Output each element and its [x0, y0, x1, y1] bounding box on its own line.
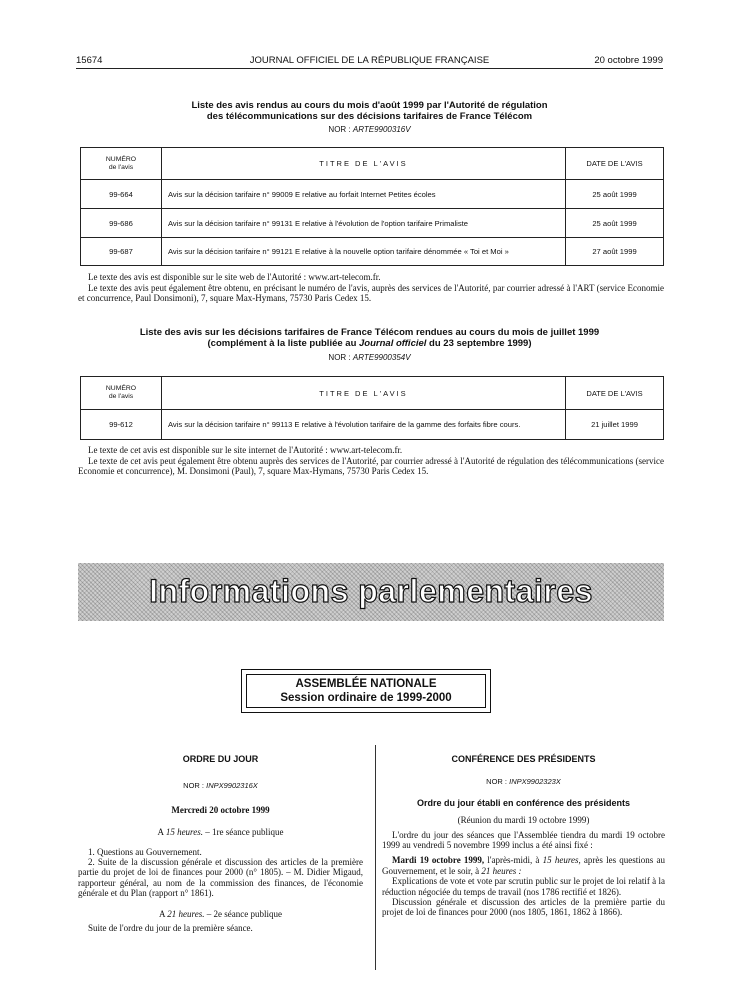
- session-time: 15 heures.: [165, 827, 203, 838]
- col-numero-line2: de l'avis: [108, 163, 134, 171]
- agenda-item: Explications de vote et vote par scrutin public sur le projet de loi relatif à la réduction négociée du temps de travail (nos 1786 rectifié et 1826).: [382, 876, 665, 897]
- table-header-row: [81, 377, 664, 410]
- session-prefix: A: [157, 827, 166, 838]
- avis-date: 27 août 1999: [566, 238, 664, 266]
- nor-code: INPX9902323X: [509, 777, 561, 787]
- note-text: Le texte des avis est disponible sur le site web de l'Autorité : www.art-telecom.fr.: [88, 272, 381, 282]
- col-numero-line1: NUMÉRO: [105, 155, 137, 163]
- section1-title-line1: Liste des avis rendus au cours du mois d'août 1999 par l'Autorité de régulation: [191, 100, 548, 111]
- informations-parlementaires-banner: [78, 563, 664, 621]
- avis-number: 99-687: [81, 238, 162, 266]
- title-part: (complément à la liste publiée au: [207, 338, 360, 349]
- intro-text: L'ordre du jour des séances que l'Assemblée tiendra du mardi 19 octobre 1999 au vendredi 5 novembre 1999 inclus a été ainsi fixé :: [382, 829, 665, 851]
- page-number: 15674: [76, 55, 103, 66]
- conference-presidents-column: [382, 754, 665, 918]
- section2-notes: [78, 445, 664, 477]
- assemblee-nationale-box: [241, 669, 491, 713]
- journal-title: JOURNAL OFFICIEL DE LA RÉPUBLIQUE FRANÇAISE: [249, 55, 490, 66]
- nor-code: INPX9902316X: [206, 781, 258, 791]
- day-text: après les questions au Gouvernement, et le soir, à: [382, 855, 665, 876]
- conference-heading: CONFÉRENCE DES PRÉSIDENTS: [451, 754, 596, 764]
- ordre-du-jour-heading: ORDRE DU JOUR: [182, 754, 259, 764]
- note-text: Le texte de cet avis peut également être obtenu auprès des services de l'Autorité, par courrier adressé à l'Autorité de régulation des télécommunications (service Economie et concurrence), M. Donsimoni (Paul), 7, square Max-Hymans, 75730 Paris Cedex 15.: [78, 455, 664, 476]
- right-nor: [382, 777, 665, 787]
- session-title: Session ordinaire de 1999-2000: [280, 692, 452, 704]
- avis-title: Avis sur la décision tarifaire n° 99121 E relative à la nouvelle option tarifaire dénommée « Toi et Moi »: [162, 238, 566, 266]
- section1-nor: [76, 125, 663, 134]
- col-date: DATE DE L'AVIS: [566, 148, 664, 180]
- assemblee-title: ASSEMBLÉE NATIONALE: [295, 678, 437, 690]
- section1-title-line2: des télécommunications sur des décisions tarifaires de France Télécom: [206, 111, 533, 122]
- note-text: Le texte de cet avis est disponible sur le site internet de l'Autorité : www.art-telecom.fr.: [88, 445, 403, 455]
- session2-line: [78, 909, 363, 919]
- avis-title: Avis sur la décision tarifaire n° 99131 E relative à l'évolution de l'option tarifaire Primaliste: [162, 209, 566, 238]
- avis-date: 21 juillet 1999: [566, 410, 664, 440]
- title-part: du 23 septembre 1999): [426, 338, 532, 349]
- table-header-row: [81, 148, 664, 180]
- avis-date: 25 août 1999: [566, 180, 664, 209]
- session-label: – 1re séance publique: [202, 827, 284, 838]
- note-text: Le texte des avis peut également être obtenu, en précisant le numéro de l'avis, auprès des services de l'Autorité, par courrier adressé à l'ART (service Economie et concurrence, Paul Donsimoni), 7, square Max-Hymans, 75730 Paris Cedex 15.: [78, 282, 664, 303]
- nor-label: NOR :: [183, 781, 205, 791]
- assemblee-inner-frame: [246, 674, 486, 708]
- issue-date: 20 octobre 1999: [594, 55, 663, 66]
- left-nor: [78, 781, 363, 791]
- banner-title: Informations parlementaires: [149, 573, 593, 609]
- col-numero: [81, 377, 162, 410]
- avis-title: Avis sur la décision tarifaire n° 99113 E relative à l'évolution tarifaire de la gamme des forfaits fibre cours.: [162, 410, 566, 440]
- agenda-item: Discussion générale et discussion des articles de la première partie du projet de loi de finances pour 2000 (nos 1805, 1861, 1862 à 1866).: [382, 897, 665, 918]
- table-row: [81, 410, 664, 440]
- avis-number: 99-612: [81, 410, 162, 440]
- agenda-item: 2. Suite de la discussion générale et discussion des articles de la première partie du projet de loi de finances pour 2000 (n° 1805). – M. Didier Migaud, rapporteur général, au nom de la commission des finances, de l'économie générale et du Plan (rapport n° 1861).: [78, 857, 363, 899]
- day-time: 15 heures,: [542, 855, 581, 866]
- avis-title: Avis sur la décision tarifaire n° 99009 E relative au forfait Internet Petites écoles: [162, 180, 566, 209]
- col-date: DATE DE L'AVIS: [566, 377, 664, 410]
- meeting-date: (Réunion du mardi 19 octobre 1999): [457, 815, 590, 826]
- header-rule: [76, 68, 663, 69]
- running-header: [76, 55, 663, 69]
- session-label: – 2e séance publique: [204, 908, 282, 919]
- session-time: 21 heures.: [167, 908, 205, 919]
- column-divider: [375, 745, 376, 970]
- section2-nor: [76, 353, 663, 362]
- col-titre: TITRE DE L'AVIS: [162, 377, 566, 410]
- nor-label: NOR :: [328, 125, 351, 134]
- session-day: Mercredi 20 octobre 1999: [171, 804, 270, 815]
- section2-title-line2: [76, 338, 663, 349]
- nor-code: ARTE9900354V: [352, 353, 411, 362]
- avis-date: 25 août 1999: [566, 209, 664, 238]
- table-row: [81, 238, 664, 266]
- col-numero: [81, 148, 162, 180]
- section1-table: [80, 147, 664, 266]
- title-part-italic: Journal officiel: [359, 338, 427, 349]
- session-prefix: A: [159, 908, 168, 919]
- section2-title-line1: Liste des avis sur les décisions tarifaires de France Télécom rendues au cours du mois de juillet 1999: [139, 327, 600, 338]
- table-row: [81, 209, 664, 238]
- day-text: l'après-midi, à: [484, 855, 543, 866]
- col-numero-line1: NUMÉRO: [105, 385, 137, 392]
- col-numero-line2: de l'avis: [108, 393, 134, 400]
- section2-table: [80, 376, 664, 440]
- day-time: 21 heures :: [481, 865, 522, 876]
- conference-subheading: Ordre du jour établi en conférence des présidents: [416, 797, 631, 808]
- agenda-item: 1. Questions au Gouvernement.: [88, 846, 202, 857]
- avis-number: 99-686: [81, 209, 162, 238]
- nor-label: NOR :: [328, 353, 351, 362]
- nor-label: NOR :: [486, 777, 508, 787]
- avis-number: 99-664: [81, 180, 162, 209]
- day-schedule: [382, 855, 665, 876]
- ordre-du-jour-column: [78, 754, 363, 933]
- day-bold: Mardi 19 octobre 1999,: [392, 855, 485, 866]
- section1-title: [76, 100, 663, 122]
- agenda-item: Suite de l'ordre du jour de la première séance.: [88, 923, 253, 934]
- session1-line: [78, 827, 363, 837]
- col-titre: TITRE DE L'AVIS: [162, 148, 566, 180]
- table-row: [81, 180, 664, 209]
- nor-code: ARTE9900316V: [352, 125, 411, 134]
- section1-notes: [78, 272, 664, 304]
- section2-title: [76, 327, 663, 349]
